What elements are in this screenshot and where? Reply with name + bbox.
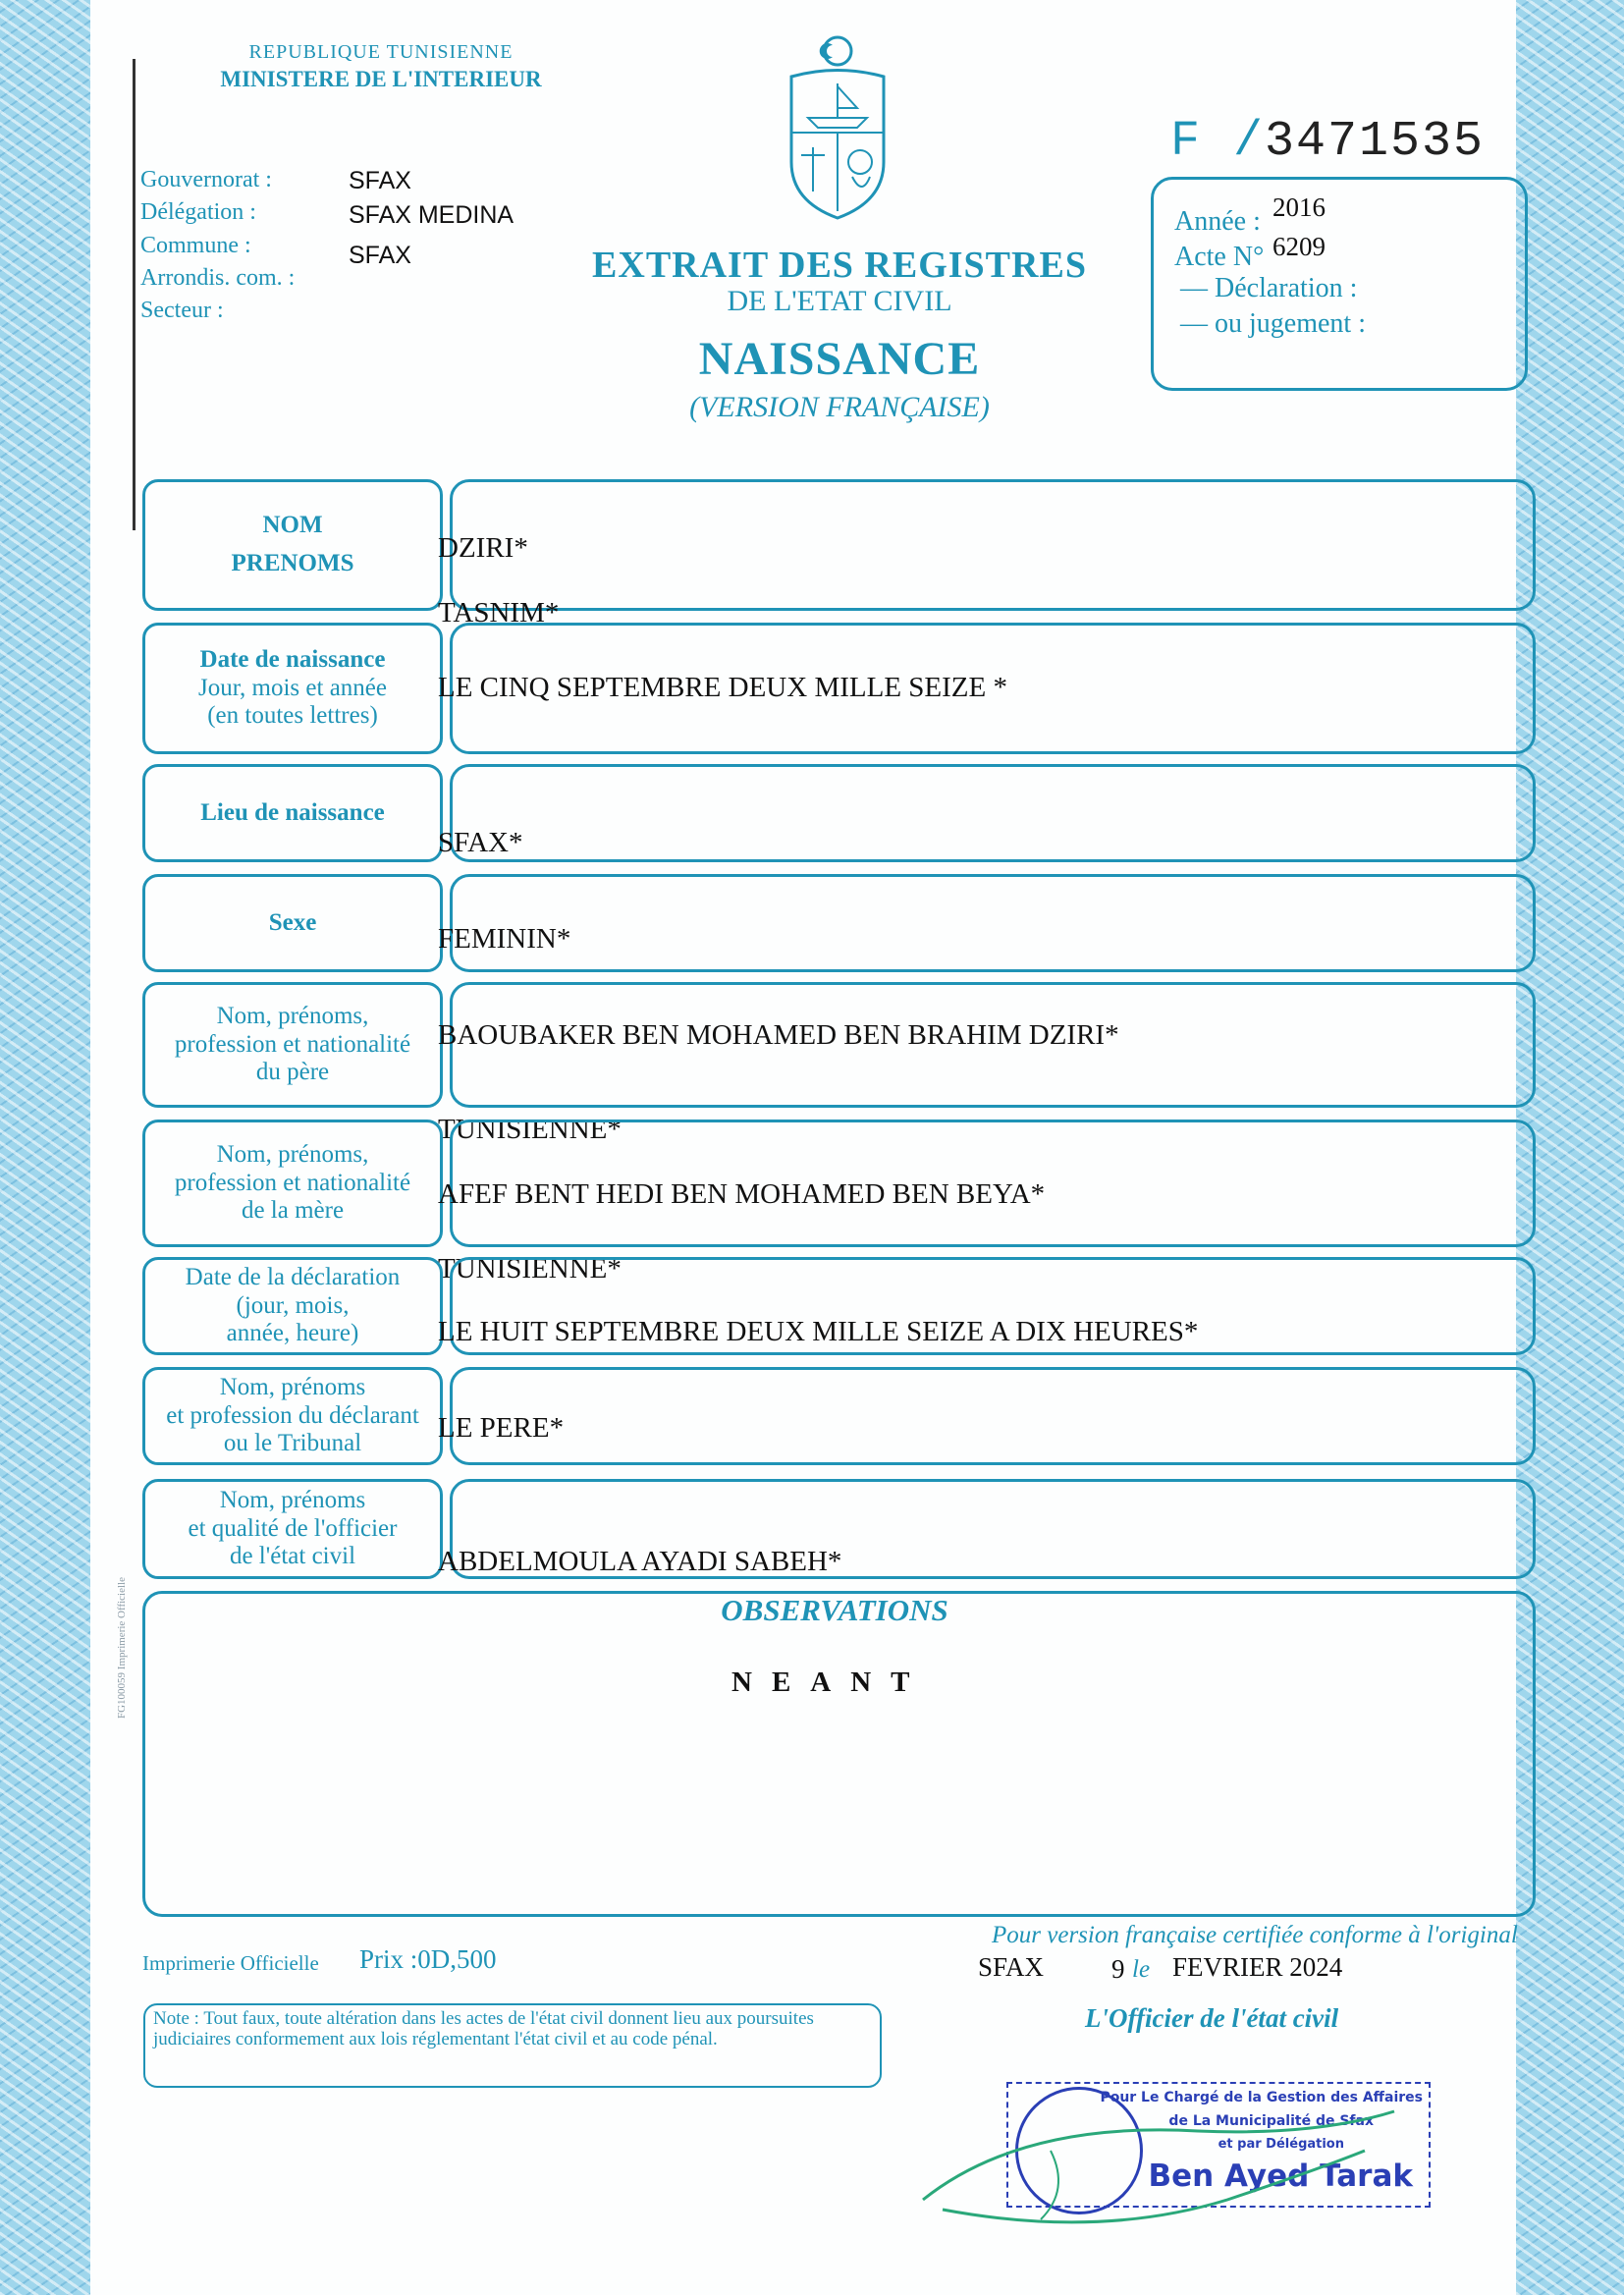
title-extrait: EXTRAIT DES REGISTRES xyxy=(592,245,1087,286)
issue-day: 9 xyxy=(1111,1954,1125,1984)
gouvernorat-label: Gouvernorat : xyxy=(140,167,272,192)
declarant-value-cell xyxy=(450,1367,1536,1465)
observations-title: OBSERVATIONS xyxy=(721,1593,948,1627)
observations-box xyxy=(142,1591,1536,1917)
stamp-line-1: Pour Le Chargé de la Gestion des Affaires xyxy=(1100,2090,1423,2105)
pere-label-2: profession et nationalité xyxy=(174,1030,411,1058)
officier-label-1: Nom, prénoms xyxy=(219,1486,366,1513)
declarant-label-3: ou le Tribunal xyxy=(223,1430,362,1457)
annee-label: Année : xyxy=(1174,206,1261,237)
left-security-border xyxy=(0,0,90,2295)
legal-note: Note : Tout faux, toute altération dans les actes de l'état civil donnent lieu aux poursuites judiciaires conformement aux lois réglementant l'état civil et au code pénal. xyxy=(143,2003,882,2088)
decl-label-3: année, heure) xyxy=(226,1320,359,1347)
pere-label-1: Nom, prénoms, xyxy=(216,1002,369,1029)
date-naissance-label: Date de naissance xyxy=(199,645,386,673)
arrondis-label: Arrondis. com. : xyxy=(140,265,296,291)
stamp-line-3: et par Délégation xyxy=(1218,2137,1344,2152)
mere-nationalite: TUNISIENNE* xyxy=(438,1253,622,1284)
issue-month-year: FEVRIER 2024 xyxy=(1172,1952,1343,1982)
date-naissance-sub1: Jour, mois et année xyxy=(197,674,387,701)
declaration-date-value: LE HUIT SEPTEMBRE DEUX MILLE SEIZE A DIX HEURES* xyxy=(438,1316,1199,1347)
issue-place: SFAX xyxy=(978,1952,1045,1982)
pere-value: BAOUBAKER BEN MOHAMED BEN BRAHIM DZIRI* xyxy=(438,1019,1119,1051)
acte-label: Acte N° xyxy=(1174,242,1265,272)
prenoms-value: TASNIM* xyxy=(438,597,560,628)
jugement-label: — ou jugement : xyxy=(1180,308,1366,339)
date-naissance-label-cell xyxy=(142,623,443,754)
sexe-label-cell xyxy=(142,874,443,972)
declaration-date-label-cell xyxy=(142,1257,443,1355)
title-version: (VERSION FRANÇAISE) xyxy=(689,391,990,423)
serial-prefix: F / xyxy=(1170,114,1266,170)
prix-label: Prix :0D,500 xyxy=(359,1944,497,1974)
serial-number xyxy=(1170,114,1485,170)
issue-le: le xyxy=(1132,1956,1151,1983)
declarant-label-1: Nom, prénoms xyxy=(219,1373,366,1400)
nom-prenoms-label-cell xyxy=(142,479,443,611)
annee-value: 2016 xyxy=(1272,192,1326,222)
gouvernorat-value: SFAX xyxy=(349,167,411,194)
date-naissance-value: LE CINQ SEPTEMBRE DEUX MILLE SEIZE * xyxy=(438,672,1007,703)
lieu-label-cell xyxy=(142,764,443,862)
pere-nationalite: TUNISIENNE* xyxy=(438,1114,622,1145)
prenoms-label: PRENOMS xyxy=(231,550,354,576)
serial-value: 3471535 xyxy=(1265,114,1486,170)
delegation-label: Délégation : xyxy=(140,199,256,225)
ministere-heading: MINISTERE DE L'INTERIEUR xyxy=(220,67,542,91)
certification-text: Pour version française certifiée conforme à l'original xyxy=(992,1922,1518,1948)
officier-title: L'Officier de l'état civil xyxy=(1085,2003,1339,2033)
signature-icon xyxy=(903,2092,1414,2239)
mere-label-3: de la mère xyxy=(241,1197,345,1225)
lieu-label: Lieu de naissance xyxy=(200,798,385,826)
mere-label-cell xyxy=(142,1120,443,1247)
date-naissance-sub2: (en toutes lettres) xyxy=(207,702,378,730)
lieu-value-cell xyxy=(450,764,1536,862)
title-naissance: NAISSANCE xyxy=(698,333,981,385)
acte-value: 6209 xyxy=(1272,232,1326,261)
decl-label-1: Date de la déclaration xyxy=(185,1263,401,1290)
nom-prenoms-value-cell xyxy=(450,479,1536,611)
observations-text: NEANT xyxy=(731,1667,930,1698)
officier-value: ABDELMOULA AYADI SABEH* xyxy=(438,1546,842,1577)
side-print-reference: FG100059 Imprimerie Officielle xyxy=(116,1577,128,1719)
margin-line xyxy=(133,59,135,530)
declarant-label-cell xyxy=(142,1367,443,1465)
nom-label: NOM xyxy=(262,512,323,539)
declarant-label-2: et profession du déclarant xyxy=(166,1401,419,1429)
sexe-label: Sexe xyxy=(268,908,317,936)
tunisia-coat-of-arms-icon xyxy=(774,29,901,226)
declaration-label: — Déclaration : xyxy=(1180,273,1358,303)
pere-label-3: du père xyxy=(255,1059,330,1086)
title-etat-civil: DE L'ETAT CIVIL xyxy=(727,285,952,317)
republique-heading: REPUBLIQUE TUNISIENNE xyxy=(248,41,514,63)
sexe-value-cell xyxy=(450,874,1536,972)
mere-label-1: Nom, prénoms, xyxy=(216,1140,369,1168)
delegation-value: SFAX MEDINA xyxy=(349,201,514,229)
officier-label-2: et qualité de l'officier xyxy=(188,1514,398,1542)
lieu-value: SFAX* xyxy=(438,827,523,858)
commune-label: Commune : xyxy=(140,233,251,258)
pere-label-cell xyxy=(142,982,443,1108)
stamp-line-2: de La Municipalité de Sfax xyxy=(1168,2113,1374,2129)
decl-label-2: (jour, mois, xyxy=(236,1291,350,1319)
imprimerie-label: Imprimerie Officielle xyxy=(142,1951,319,1975)
officier-label-3: de l'état civil xyxy=(229,1543,356,1570)
secteur-label: Secteur : xyxy=(140,298,224,323)
declarant-value: LE PERE* xyxy=(438,1412,565,1444)
mere-label-2: profession et nationalité xyxy=(174,1169,411,1196)
mere-value: AFEF BENT HEDI BEN MOHAMED BEN BEYA* xyxy=(438,1178,1046,1210)
officier-label-cell xyxy=(142,1479,443,1579)
sexe-value: FEMININ* xyxy=(438,923,571,955)
stamp-name: Ben Ayed Tarak xyxy=(1148,2158,1413,2194)
nom-value: DZIRI* xyxy=(438,532,528,564)
commune-value: SFAX xyxy=(349,242,411,269)
